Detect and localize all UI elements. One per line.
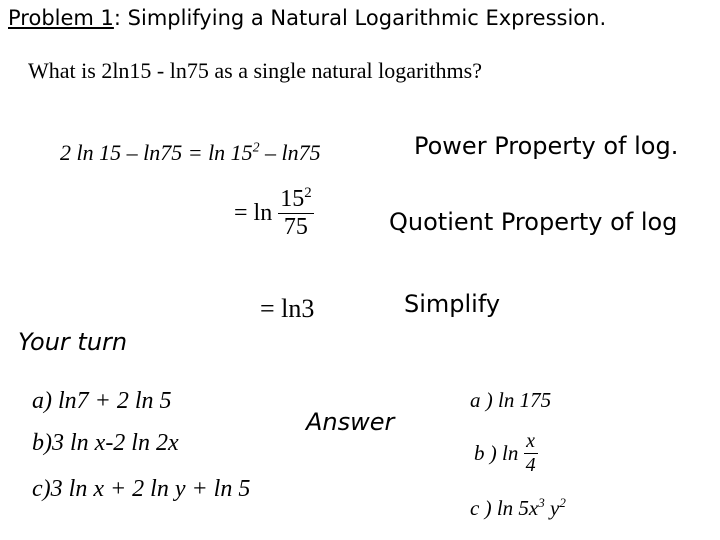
step-2-num-exp: 2 (304, 185, 312, 201)
answer-c-mid: y (544, 496, 560, 520)
step-2-numerator (278, 186, 313, 213)
answer-b-fraction (524, 430, 538, 477)
step-3-property: Simplify (404, 290, 501, 318)
practice-problem-b: b)3 ln x-2 ln 2x (32, 430, 179, 456)
step-2-num-base: 15 (280, 186, 305, 212)
answer-label: Answer (306, 408, 395, 436)
step-1-expression (60, 140, 321, 166)
answer-c-prefix: c ) ln 5x (470, 496, 539, 520)
answer-b (474, 430, 538, 477)
answer-a: a ) ln 175 (470, 388, 552, 412)
answer-b-numerator: x (526, 430, 536, 452)
step-2-expression (234, 186, 314, 241)
answer-c-exp1: 3 (538, 495, 545, 510)
step-2-fraction (278, 186, 313, 241)
step-2-prefix: = ln (234, 200, 273, 226)
answer-c-exp2: 2 (559, 495, 566, 510)
answer-c (470, 496, 566, 521)
page-title (8, 6, 606, 30)
step-1-exponent: 2 (252, 139, 260, 155)
step-1-tail: – ln75 (259, 140, 321, 165)
step-3-expression: = ln3 (260, 294, 315, 323)
question-text: What is 2ln15 - ln75 as a single natural logarithms? (28, 58, 482, 83)
step-2-property: Quotient Property of log (389, 208, 678, 236)
answer-b-denominator: 4 (525, 454, 536, 476)
step-1-base: 2 ln 15 – ln75 = ln 15 (60, 140, 253, 165)
step-2-denominator: 75 (278, 213, 313, 241)
answer-b-prefix: b ) ln (474, 441, 519, 465)
practice-problem-a: a) ln7 + 2 ln 5 (32, 388, 172, 414)
step-1-property: Power Property of log. (414, 132, 679, 160)
problem-label: Problem 1 (8, 6, 114, 30)
your-turn-label: Your turn (18, 328, 128, 356)
practice-problem-c: c)3 ln x + 2 ln y + ln 5 (32, 476, 251, 502)
title-text: : Simplifying a Natural Logarithmic Expression. (113, 6, 607, 30)
